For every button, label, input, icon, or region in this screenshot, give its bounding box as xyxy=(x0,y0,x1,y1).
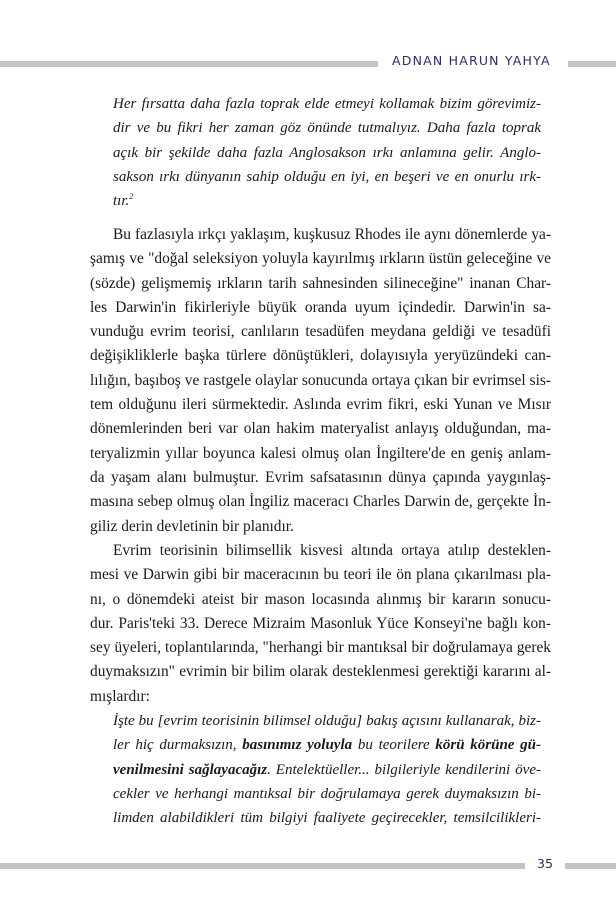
quote-text: bu teorilere xyxy=(352,737,436,754)
body-paragraph-1 xyxy=(90,223,551,539)
paragraph-line: giliz derin devletinin bir planıdır. xyxy=(90,517,294,535)
paragraph-line: mesi ve Darwin gibi bir maceracının bu teori ile ön plana çıkarılması pla- xyxy=(90,566,551,584)
paragraph-line: les Darwin'in fikirleriyle büyük oranda uyum içindedir. Darwin'in sa- xyxy=(90,298,551,316)
paragraph-line: vunduğu evrim teorisi, canlıların tesadüfen meydana geldiği ve tesadüfi xyxy=(90,323,551,341)
block-quote-2 xyxy=(113,709,541,830)
header-rule-left xyxy=(0,61,378,67)
paragraph-line: şamış ve "doğal seleksiyon yoluyla kayırılmış ırkların üstün geleceğine ve xyxy=(90,250,551,268)
paragraph-line: masına sebep olmuş olan İngiliz maceracı Charles Darwin de, gerçekte İn- xyxy=(90,493,551,511)
paragraph-line: değişikliklerle başka türlere dönüştükleri, dolayısıyla yeryüzündeki can- xyxy=(90,347,551,365)
body-paragraph-2 xyxy=(90,539,551,709)
block-quote-1 xyxy=(113,92,541,213)
quote-line: limden alabildikleri tüm bilgiyi faaliyete geçirecekler, temsilcilikleri- xyxy=(113,810,541,827)
quote-line xyxy=(113,733,541,757)
quote-line: açık bir şekilde daha fazla Anglosakson ırkı anlamına gelir. Anglo- xyxy=(113,144,541,161)
paragraph-line: Bu fazlasıyla ırkçı yaklaşım, kuşkusuz Rhodes ile aynı dönemlerde ya- xyxy=(113,226,551,243)
quote-line: Her fırsatta daha fazla toprak elde etmeyi kollamak bizim görevimiz- xyxy=(113,96,541,112)
quote-text: tır. xyxy=(113,193,130,210)
emphasis-text: venilmesini sağlayacağız xyxy=(113,761,268,778)
emphasis-text: körü körüne gü- xyxy=(435,737,542,754)
paragraph-line: dur. Paris'teki 33. Derece Mizraim Masonluk Yüce Konseyi'ne bağlı kon- xyxy=(90,614,551,632)
paragraph-line: dönemlerinden beri var olan hakim materyalist anlayış olduğundan, ma- xyxy=(90,420,551,438)
footer-rule-left xyxy=(0,863,525,869)
paragraph-line: da yaşam alanı bulmuştur. Evrim safsatasının dünya çapında yaygınlaş- xyxy=(90,468,551,486)
quote-line xyxy=(113,758,541,782)
paragraph-line: duymaksızın" evrimin bir bilim olarak desteklenmesi gerektiği kararını al- xyxy=(90,663,551,681)
quote-line: İşte bu [evrim teorisinin bilimsel olduğu] bakış açısını kullanarak, biz- xyxy=(113,713,541,729)
paragraph-line: (sözde) gelişmemiş ırkların tarih sahnesinden silineceğine" inanan Char- xyxy=(90,274,551,292)
paragraph-line: tem olduğunu ileri sürmektedir. Aslında evrim fikri, eski Yunan ve Mısır xyxy=(90,396,551,414)
paragraph-line: teryalizmin yıllar boyunca kalesi olmuş olan İngiltere'de en geniş anlam- xyxy=(90,444,551,462)
header-rule-right xyxy=(568,61,616,67)
quote-text: . Entelektüeller... bilgileriyle kendilerini öve- xyxy=(267,761,541,778)
paragraph-line: sey üyeleri, toplantılarında, "herhangi bir mantıksal bir doğrulamaya gerek xyxy=(90,639,551,657)
footer-rule-right xyxy=(565,863,616,869)
paragraph-line: lılığın, başıboş ve rastgele olaylar sonucunda ortaya çıkan bir evrimsel sis- xyxy=(90,371,551,389)
quote-line: cekler ve herhangi mantıksal bir doğrulamaya gerek duymaksızın bi- xyxy=(113,785,541,802)
paragraph-line: mışlardır: xyxy=(90,687,150,705)
quote-text: ler hiç durmaksızın, xyxy=(113,737,243,754)
paragraph-line: Evrim teorisinin bilimsellik kisvesi altında ortaya atılıp desteklen- xyxy=(113,542,551,559)
quote-line: dir ve bu fikri her zaman göz önünde tutmalıyız. Daha fazla toprak xyxy=(113,120,541,137)
paragraph-line: nı, o dönemdeki ateist bir mason locasında alınmış bir kararın sonucu- xyxy=(90,590,551,608)
running-header-author: ADNAN HARUN YAHYA xyxy=(392,53,551,68)
footnote-reference[interactable]: 2 xyxy=(129,192,134,202)
emphasis-text: basınımız yoluyla xyxy=(242,737,353,754)
page-number: 35 xyxy=(537,856,553,871)
quote-line: sakson ırkı dünyanın sahip olduğu en iyi, en beşeri ve en onurlu ırk- xyxy=(113,168,541,185)
quote-line xyxy=(113,189,541,213)
